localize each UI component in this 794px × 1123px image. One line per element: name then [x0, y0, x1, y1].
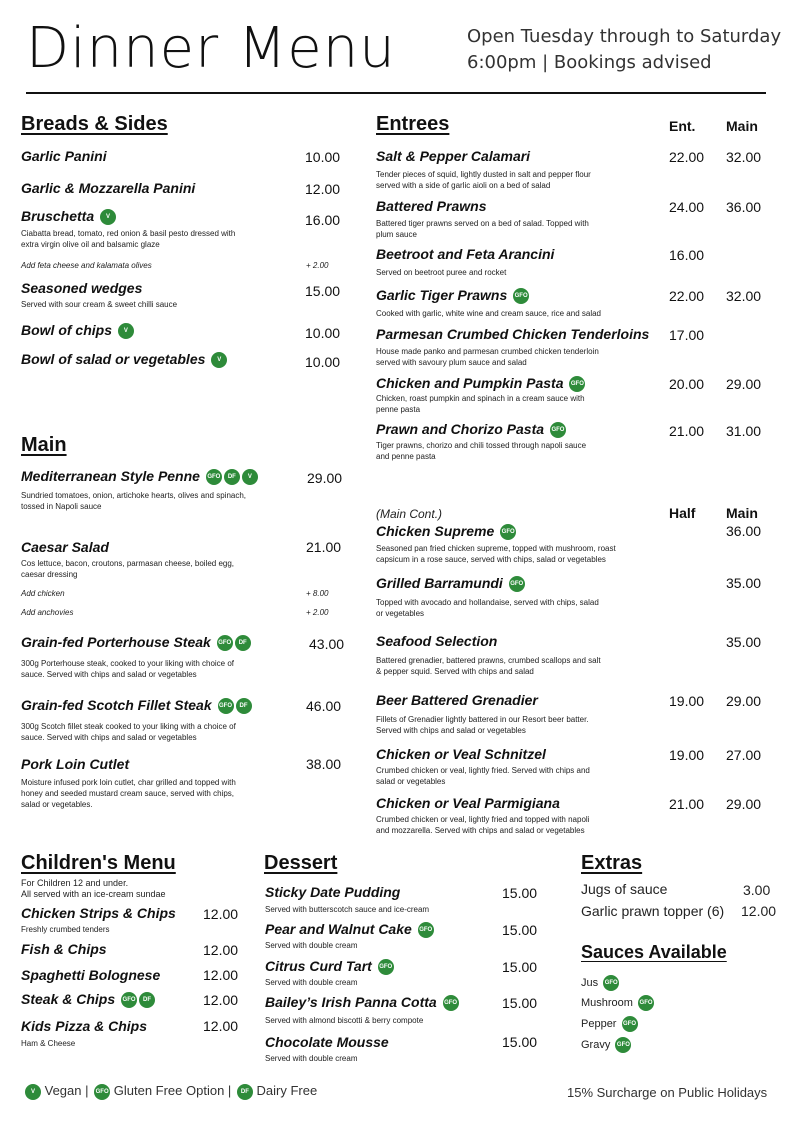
- menu-item-description: Battered grenadier, battered prawns, crumbed scallops and salt & pepper squid. Served with chips and salad: [376, 656, 601, 676]
- main-price: 29.00: [726, 693, 762, 709]
- menu-item-price: 10.00: [305, 325, 341, 341]
- menu-item-price: 12.00: [203, 967, 239, 983]
- vegan-icon: V: [25, 1084, 41, 1100]
- menu-item-price: 12.00: [203, 942, 239, 958]
- addon-label: Add chicken: [21, 589, 65, 598]
- menu-item-name: Garlic Tiger Prawns: [376, 287, 508, 303]
- menu-item-price: 43.00: [309, 636, 345, 652]
- menu-item-name: Beer Battered Grenadier: [376, 692, 538, 708]
- gluten-free-option-icon: GFO: [94, 1084, 110, 1100]
- menu-item-name: Grilled Barramundi: [376, 575, 503, 591]
- menu-item-description: Ciabatta bread, tomato, red onion & basil pesto dressed with extra virgin olive oil and balsamic glaze: [21, 229, 236, 249]
- addon-label: Add feta cheese and kalamata olives: [21, 261, 152, 270]
- menu-item-description: Served with sour cream & sweet chilli sauce: [21, 300, 178, 309]
- menu-item-name: Salt & Pepper Calamari: [376, 148, 531, 164]
- sauce-item: Jus GFO: [581, 975, 619, 991]
- dairy-free-icon: DF: [237, 1084, 253, 1100]
- menu-item-price: 12.00: [305, 181, 341, 197]
- menu-item-price: 15.00: [305, 283, 341, 299]
- main-price: 36.00: [726, 523, 762, 539]
- menu-item-price: 10.00: [305, 149, 341, 165]
- menu-item-description: Cos lettuce, bacon, croutons, parmasan cheese, boiled egg, caesar dressing: [21, 559, 235, 579]
- menu-item-name: Bailey’s Irish Panna Cotta: [265, 994, 437, 1010]
- menu-item-name: Chocolate Mousse: [265, 1034, 389, 1050]
- main-price: 35.00: [726, 575, 762, 591]
- vegan-icon: V: [242, 469, 258, 485]
- menu-item-name: Chicken and Pumpkin Pasta: [376, 375, 564, 391]
- menu-item-description: Sundried tomatoes, onion, artichoke hearts, olives and spinach, tossed in Napoli sauce: [21, 491, 247, 511]
- menu-item: [21, 991, 155, 1008]
- legend-dairy-free: Dairy Free: [256, 1083, 318, 1098]
- menu-item-description: Crumbed chicken or veal, lightly fried and topped with napoli and mozzarella. Served with chips and salad or vegetables: [376, 815, 590, 835]
- menu-item-name: Kids Pizza & Chips: [21, 1018, 148, 1034]
- half-price: 19.00: [669, 747, 705, 763]
- page-title: Dinner Menu: [26, 16, 396, 81]
- section-heading-breads: Breads & Sides: [21, 113, 168, 135]
- menu-item-description: Tender pieces of squid, lightly dusted in salt and pepper flour served with a side of garlic aioli on a bed of salad: [376, 170, 591, 190]
- menu-item-description: 300g Porterhouse steak, cooked to your liking with choice of sauce. Served with chips and salad or vegetables: [21, 659, 235, 679]
- surcharge-note: 15% Surcharge on Public Holidays: [567, 1085, 768, 1100]
- gluten-free-option-icon: GFO: [615, 1037, 631, 1053]
- menu-item-description: Seasoned pan fried chicken supreme, topped with mushroom, roast capsicum in a rose sauce, served with chips, salad or vegetables: [376, 544, 616, 564]
- menu-item-name: Mediterranean Style Penne: [21, 468, 200, 484]
- menu-item-name: Seasoned wedges: [21, 280, 143, 296]
- menu-item-name: Seafood Selection: [376, 633, 498, 649]
- sauce-item: Pepper GFO: [581, 1016, 638, 1032]
- menu-item-name: Prawn and Chorizo Pasta: [376, 421, 545, 437]
- menu-item-description: Crumbed chicken or veal, lightly fried. Served with chips and salad or vegetables: [376, 766, 590, 786]
- menu-item-price: 21.00: [306, 539, 342, 555]
- entree-price: 21.00: [669, 423, 705, 439]
- dairy-free-icon: DF: [139, 992, 155, 1008]
- entree-price: 16.00: [669, 247, 705, 263]
- gluten-free-option-icon: GFO: [418, 922, 434, 938]
- gluten-free-option-icon: GFO: [217, 635, 233, 651]
- menu-item: [265, 921, 434, 938]
- extra-item-price: 3.00: [743, 882, 771, 898]
- vegan-icon: V: [211, 352, 227, 368]
- menu-item-name: Bowl of chips: [21, 322, 112, 338]
- menu-item: [265, 958, 394, 975]
- menu-item-description: Cooked with garlic, white wine and cream sauce, rice and salad: [376, 309, 602, 318]
- entree-price: 22.00: [669, 288, 705, 304]
- menu-item: [376, 523, 516, 540]
- menu-item: [21, 322, 134, 339]
- menu-item-description: Tiger prawns, chorizo and chili tossed through napoli sauce and penne pasta: [376, 441, 587, 461]
- gluten-free-option-icon: GFO: [513, 288, 529, 304]
- menu-item-description: Topped with avocado and hollandaise, served with chips, salad or vegetables: [376, 598, 599, 618]
- column-header-main: Main: [726, 118, 758, 134]
- menu-item-description: Moisture infused pork loin cutlet, char grilled and topped with honey and seeded mustard cream sauce, served with chips, salad or vegetables.: [21, 778, 236, 809]
- menu-item-price: 15.00: [502, 885, 538, 901]
- section-heading-entrees: Entrees: [376, 113, 450, 135]
- menu-item-price: 15.00: [502, 1034, 538, 1050]
- gluten-free-option-icon: GFO: [550, 422, 566, 438]
- dairy-free-icon: DF: [236, 698, 252, 714]
- menu-item-name: Pork Loin Cutlet: [21, 756, 130, 772]
- menu-item: [265, 994, 459, 1011]
- menu-item-description: Chicken, roast pumpkin and spinach in a cream sauce with penne pasta: [376, 394, 585, 414]
- gluten-free-option-icon: GFO: [569, 376, 585, 392]
- gluten-free-option-icon: GFO: [443, 995, 459, 1011]
- dairy-free-icon: DF: [224, 469, 240, 485]
- menu-item-name: Sticky Date Pudding: [265, 884, 401, 900]
- gluten-free-option-icon: GFO: [500, 524, 516, 540]
- opening-time: 6:00pm | Bookings advised: [467, 52, 712, 73]
- addon-price: + 2.00: [306, 608, 329, 617]
- menu-item-description: Served with double cream: [265, 1054, 358, 1063]
- half-price: 21.00: [669, 796, 705, 812]
- main-price: 27.00: [726, 747, 762, 763]
- gluten-free-option-icon: GFO: [603, 975, 619, 991]
- menu-item-price: 38.00: [306, 756, 342, 772]
- column-header-entree: Ent.: [669, 118, 696, 134]
- menu-item: [376, 575, 525, 592]
- gluten-free-option-icon: GFO: [638, 995, 654, 1011]
- menu-item-name: Caesar Salad: [21, 539, 109, 555]
- menu-item-price: 12.00: [203, 1018, 239, 1034]
- menu-item: [376, 375, 585, 392]
- menu-item-price: 46.00: [306, 698, 342, 714]
- menu-item-description: Served on beetroot puree and rocket: [376, 268, 507, 277]
- menu-item-name: Chicken or Veal Schnitzel: [376, 746, 546, 762]
- extra-item-price: 12.00: [741, 903, 777, 919]
- entree-price: 24.00: [669, 199, 705, 215]
- menu-item: [376, 287, 529, 304]
- menu-item-price: 16.00: [305, 212, 341, 228]
- menu-item-name: Garlic Panini: [21, 148, 107, 164]
- menu-item-price: 29.00: [307, 470, 343, 486]
- menu-item-name: Citrus Curd Tart: [265, 958, 372, 974]
- menu-item-name: Chicken Strips & Chips: [21, 905, 176, 921]
- section-heading-main: Main: [21, 434, 67, 456]
- header-divider: [26, 92, 766, 94]
- menu-item-price: 15.00: [502, 959, 538, 975]
- gluten-free-option-icon: GFO: [378, 959, 394, 975]
- menu-item-name: Beetroot and Feta Arancini: [376, 246, 555, 262]
- entree-price: 22.00: [669, 149, 705, 165]
- menu-item-description: House made panko and parmesan crumbed chicken tenderloin served with savoury plum sauce and salad: [376, 347, 599, 367]
- children-intro: For Children 12 and under. All served with an ice-cream sundae: [21, 878, 166, 899]
- addon-price: + 2.00: [306, 261, 329, 270]
- menu-item-description: Served with almond biscotti & berry compote: [265, 1016, 424, 1025]
- menu-item: [376, 421, 566, 438]
- gluten-free-option-icon: GFO: [206, 469, 222, 485]
- menu-item: [21, 351, 227, 368]
- sauce-item: Mushroom GFO: [581, 995, 654, 1011]
- menu-item-name: Grain-fed Porterhouse Steak: [21, 634, 211, 650]
- menu-item-name: Garlic & Mozzarella Panini: [21, 180, 196, 196]
- main-price: 36.00: [726, 199, 762, 215]
- gluten-free-option-icon: GFO: [218, 698, 234, 714]
- gluten-free-option-icon: GFO: [509, 576, 525, 592]
- vegan-icon: V: [118, 323, 134, 339]
- menu-item-description: Served with double cream: [265, 941, 358, 950]
- gluten-free-option-icon: GFO: [121, 992, 137, 1008]
- menu-item-price: 12.00: [203, 992, 239, 1008]
- menu-item-name: Fish & Chips: [21, 941, 107, 957]
- menu-item-price: 15.00: [502, 922, 538, 938]
- dairy-free-icon: DF: [235, 635, 251, 651]
- menu-item-name: Grain-fed Scotch Fillet Steak: [21, 697, 212, 713]
- vegan-icon: V: [100, 209, 116, 225]
- column-header-main: Main: [726, 505, 758, 521]
- section-heading-children: Children's Menu: [21, 852, 176, 874]
- menu-item-description: Ham & Cheese: [21, 1039, 76, 1048]
- menu-item-name: Bowl of salad or vegetables: [21, 351, 206, 367]
- main-price: 29.00: [726, 376, 762, 392]
- menu-item-price: 15.00: [502, 995, 538, 1011]
- entree-price: 17.00: [669, 327, 705, 343]
- menu-item-name: Chicken or Veal Parmigiana: [376, 795, 560, 811]
- main-price: 32.00: [726, 288, 762, 304]
- menu-item-name: Bruschetta: [21, 208, 95, 224]
- menu-item-name: Spaghetti Bolognese: [21, 967, 161, 983]
- main-price: 29.00: [726, 796, 762, 812]
- extra-item-name: Garlic prawn topper (6): [581, 903, 725, 919]
- menu-item-description: Served with double cream: [265, 978, 358, 987]
- menu-item-description: 300g Scotch fillet steak cooked to your liking with a choice of sauce. Served with chips and salad or vegetables: [21, 722, 236, 742]
- menu-item-description: Fillets of Grenadier lightly battered in our Resort beer batter. Served with chips and salad or vegetables: [376, 715, 589, 735]
- section-heading-extras: Extras: [581, 852, 643, 874]
- dietary-legend: [23, 1083, 317, 1100]
- menu-item-name: Steak & Chips: [21, 991, 116, 1007]
- menu-item-name: Parmesan Crumbed Chicken Tenderloins: [376, 326, 650, 342]
- main-price: 35.00: [726, 634, 762, 650]
- sauce-item: Gravy GFO: [581, 1037, 631, 1053]
- menu-item-name: Chicken Supreme: [376, 523, 495, 539]
- section-heading-sauces: Sauces Available: [581, 942, 727, 962]
- half-price: 19.00: [669, 693, 705, 709]
- column-header-half: Half: [669, 505, 696, 521]
- opening-days: Open Tuesday through to Saturday: [467, 26, 782, 47]
- menu-item-price: 12.00: [203, 906, 239, 922]
- menu-item: [21, 468, 258, 485]
- menu-item-description: Battered tiger prawns served on a bed of salad. Topped with plum sauce: [376, 219, 589, 239]
- section-heading-dessert: Dessert: [264, 852, 338, 874]
- legend-gluten-free: Gluten Free Option |: [113, 1083, 232, 1098]
- menu-item-description: Served with butterscotch sauce and ice-cream: [265, 905, 430, 914]
- menu-item: [21, 697, 252, 714]
- gluten-free-option-icon: GFO: [622, 1016, 638, 1032]
- opening-hours: [467, 24, 781, 76]
- main-cont-label: (Main Cont.): [376, 507, 443, 521]
- legend-vegan: Vegan |: [44, 1083, 89, 1098]
- menu-item-name: Battered Prawns: [376, 198, 487, 214]
- entree-price: 20.00: [669, 376, 705, 392]
- addon-price: + 8.00: [306, 589, 329, 598]
- extra-item-name: Jugs of sauce: [581, 881, 668, 897]
- main-price: 31.00: [726, 423, 762, 439]
- main-price: 32.00: [726, 149, 762, 165]
- addon-label: Add anchovies: [21, 608, 74, 617]
- menu-item-description: Freshly crumbed tenders: [21, 925, 110, 934]
- menu-item-name: Pear and Walnut Cake: [265, 921, 412, 937]
- menu-item: [21, 208, 116, 225]
- menu-item: [21, 634, 251, 651]
- menu-item-price: 10.00: [305, 354, 341, 370]
